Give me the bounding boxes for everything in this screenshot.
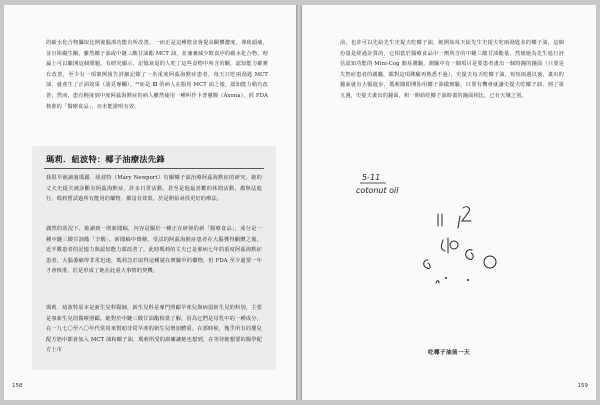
sidebar-title-rule bbox=[44, 168, 264, 169]
sidebar-title: 瑪莉．紐波特：椰子油療法先鋒 bbox=[46, 154, 165, 164]
handwritten-note: cotonut oil bbox=[356, 186, 399, 195]
sidebar-paragraph-3: 瑪莉．紐波特原本是新生兒科醫師，新生兒科是專門照顧早產兒與病弱新生兒的科別，主要是事新生兒的醫療照顧。她對於中鏈三酸甘油酯相當了解，因為它們是母乳中的一種成分，在一九七〇至八〇年代常用來幫助非常早產的新生兒增加體重。在那時候，幾乎所有的嬰兒配方奶中都會加入 MCT 油和椰子油，瑪莉所受的訓練讓她也想到，在等待她想要的醫學配方上市 bbox=[46, 305, 262, 354]
right-page-number: 159 bbox=[577, 383, 588, 389]
handwritten-date: 5-11 bbox=[362, 173, 381, 182]
figure-caption: 吃椰子油前一天 bbox=[428, 350, 470, 356]
left-page-body-text: 的碳水化合物攝取比例後腦部功能有所改善。一而正是這種飲食會提高酮體濃度，導致頭痛，並且阻礙生酮。雖然椰子油或中鏈三酸甘油酯 MCT 油，並兼兼減少飲食中的碳水化合物，理論上可以繼開這個問題，有研究顯示。記憶衰退的人吃了這些食物中所含的酮，認知能力確實有改善，至少有一項案例報告詳細記錄了一名重度阿茲海默症患者，每天只吃兩湯匙 MCT 油，就產生了正面效果（請見專欄）。³²而是 Ⅲ 的病人在服用 MCT 油之後，認知能力稍有改善；然而，患有輕度到中度阿茲海默症的病人雖然使用一種叫作卡普靈酸（Axona），經 FDA 核准的「醫療食品」，亦未能證明有效。 bbox=[46, 40, 268, 110]
right-page-body-text: 前，也許可以先給先生史提夫吃椰子油，她開始每天給先生史提夫吃兩湯匙多的椰子油，這個份量是經過計算的，它相當於醫療食品中一劑所含的中鏈三酸甘油酯量。然後她為先生進行評估認知功能的 Mini-Cog 簡易測驗，測驗中有一個項目是要患者畫出一個時鐘的鐘面（只要是失智症患者的親屬，都對這項測驗再熟悉不過），史提夫每天吃椰子油，短短兩週以後，畫出的鐘面就有大幅進步，瑪莉隨即開始用椰子油做實驗，只要有機會就讓史提夫吃椰子油，到了第五週，史提夫畫出的鐘面，和一開始吃椰子油時畫的鐘面相比，已有天壤之別。 bbox=[340, 40, 564, 99]
left-page-number: 158 bbox=[12, 383, 23, 389]
sidebar-paragraph-2: 偶然的狀況下，她讀到一則新聞稿，內容是關於一種正在研發的新「醫療食品」，成分是一種中鏈三酸甘油酯「辛酸」。新聞稿中聲稱，受試的阿茲海默症患者在大腦獲得酮體之後，近半數患者的記憶力與認知能力都改善了。此時瑪莉的丈夫已是罹病七年的重度阿茲海默症患者，大腦萎縮得非常迅速，瑪莉急於取得這種還在實驗中的藥物，但 FDA 至少還要一年才會核准，於是形成了她在此重大事情的契機。 bbox=[46, 226, 262, 275]
scribbled-dot-1 bbox=[445, 277, 447, 279]
sidebar-box bbox=[32, 146, 276, 370]
left-page bbox=[4, 5, 296, 400]
scribbled-dot-2 bbox=[467, 279, 469, 281]
scribbled-numbers bbox=[424, 207, 496, 283]
sidebar-paragraph-1: 我很早就讀過瑪麗．紐波特（Mary Newport）有關椰子油治療阿茲海默症的研究，她的丈夫史提夫被診斷有阿茲海默症，許多日常活動，甚至是他最喜歡的休閒活動，都無法進行。瑪莉嘗試過所有能用的藥物，都沒有效果，於是開始尋找更好的療法。 bbox=[46, 175, 262, 203]
right-page bbox=[302, 5, 596, 400]
clock-drawing-sketch bbox=[350, 168, 550, 343]
